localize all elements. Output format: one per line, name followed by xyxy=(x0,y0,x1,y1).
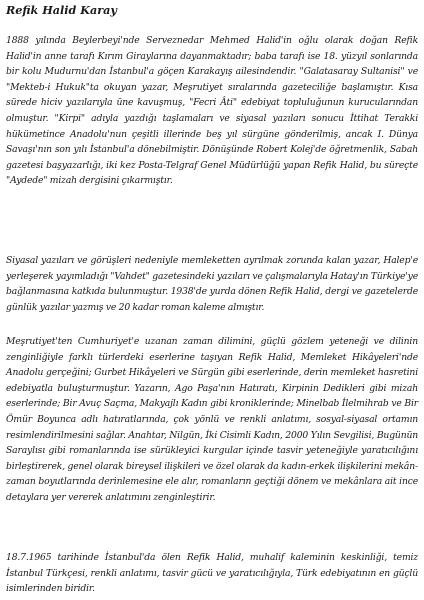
document-page xyxy=(6,0,418,600)
death-paragraph: 18.7.1965 tarihinde İstanbul'da ölen Refik Halid, muhalif kaleminin keskinliği, temiz İstanbul Türkçesi, renkli anlatımı, tasvir gücü ve yaratıcılığıyla, Türk edebiyatının en güçlü isimlerinden biridir. xyxy=(6,552,418,595)
biography-paragraph: 1888 yılında Beylerbeyi'nde Serveznedar Mehmed Halid'in oğlu olarak doğan Refik Halid'in anne tarafı Kırım Giraylarına dayanmaktadır; baba tarafı ise 18. yüzyıl sonlarında bir kolu Mudurnu'dan İstanbul'a göçen Karakayış ailesindendir. "Galatasaray Sultanisi" ve "Mekteb-i Hukuk"ta okuyan yazar, Meşrutiyet sıralarında gazeteciliğe başlamıştır. Kısa sürede hiciv yazılarıyla üne kavuşmuş, "Fecri Âti" edebiyat topluluğunun kurucularından olmuştur. "Kirpi" adıyla yazdığı taşlamaları ve siyasal yazıları sonucu İttihat Terakki hükümetince Anadolu'nun çeşitli illerinde beş yıl sürgüne gönderilmiş, ancak I. Dünya Savaşı'nın son yılı İstanbul'a dönebilmiştir. Dönüşünde Robert Kolej'de öğretmenlik, Sabah gazetesi başyazarlığı, iki kez Posta-Telgraf Genel Müdürlüğü yapan Refik Halid, bu süreçte "Aydede" mizah dergisini çıkarmıştır. xyxy=(6,35,418,187)
works-paragraph: Meşrutiyet'ten Cumhuriyet'e uzanan zaman dilimini, güçlü gözlem yeteneği ve dilinin zenginliğiyle farklı türlerdeki eserlerine taşıyan Refik Halid, Memleket Hikâyeleri'nde Anadolu gerçeğini; Gurbet Hikâyeleri ve Sürgün gibi eserlerinde, derin memleket hasretini edebiyatla buluşturmuştur. Yazarın, Ago Paşa'nın Hatıratı, Kirpinin Dedikleri gibi mizah eserlerinde; Bir Avuç Saçma, Makyajlı Kadın gibi kroniklerinde; Minelbab İlelmihrab ve Bir Ömür Boyunca adlı hatıratlarında, çok yönlü ve renkli anlatımı, sosyal-siyasal ortamın resimlendirilmesini sağlar. Anahtar, Nilgün, İki Cisimli Kadın, 2000 Yılın Sevgilisi, Bugünün Saraylısı gibi romanlarında ise sürükleyici kurgular içinde tasvir yeteneğiyle yaratıcılığını birleştirerek, genel olarak bireysel ilişkileri ve özel olarak da kadın-erkek ilişkilerini mekân-zaman boyutlarında derinlemesine ele alır, romanların geçtiği dönem ve mekânlara ait ince detaylara yer vererek anlatımını zenginleştirir. xyxy=(6,336,418,503)
author-title: Refik Halid Karay xyxy=(6,3,117,17)
exile-paragraph: Siyasal yazıları ve görüşleri nedeniyle memleketten ayrılmak zorunda kalan yazar, Halep'e yerleşerek yayımladığı "Vahdet" gazetesindeki yazıları ve çalışmalarıyla Hatay'ın Türkiye'ye bağlanmasına katkıda bulunmuştur. 1938'de yurda dönen Refik Halid, dergi ve gazetelerde günlük yazılar yazmış ve 20 kadar roman kaleme almıştır. xyxy=(6,255,419,313)
